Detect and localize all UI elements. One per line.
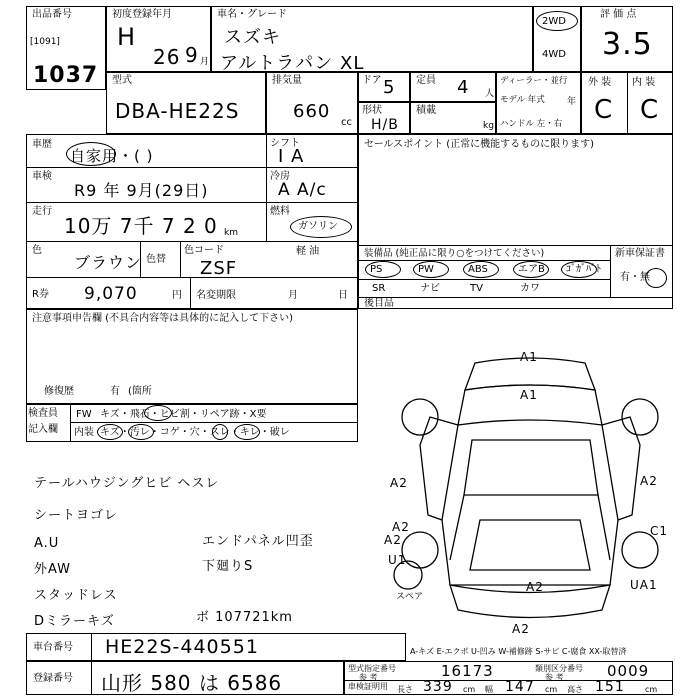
- fuel-gas: ガソリン: [298, 221, 338, 232]
- size-label: 車検証明用: [348, 682, 388, 691]
- mid-column-divider: [266, 134, 267, 241]
- mileage-value: 10万 7千 7 2 0: [64, 214, 218, 238]
- note-line-5: スタッドレス: [34, 588, 118, 603]
- int-scratch-circle: [97, 424, 123, 440]
- equip-circle-1: [365, 261, 401, 278]
- type-cert-sub: 参 考: [359, 673, 378, 682]
- chassis-value: HE22S-440551: [105, 636, 259, 658]
- maker-name: スズキ: [224, 27, 281, 48]
- reg-year: 26: [153, 45, 181, 69]
- color-label: 色: [32, 245, 42, 256]
- equip-item-row2-1: SR: [372, 283, 386, 294]
- shape-label: 形状: [362, 105, 382, 116]
- equip-circle-5: [561, 261, 597, 278]
- damage-mark-11: A2: [512, 622, 530, 636]
- color-code-label: 色コード: [184, 245, 224, 256]
- damage-mark-8: C1: [650, 524, 669, 538]
- repair-label: 修復歴: [44, 386, 74, 397]
- inspection-label: 車検: [32, 171, 52, 182]
- recycle-divider: [190, 277, 191, 309]
- shift-label: シフト: [270, 138, 300, 149]
- chassis-label: 車台番号: [33, 642, 73, 653]
- warranty-label: 新車保証書: [615, 248, 665, 259]
- color-divider-1: [140, 241, 141, 277]
- rule-inspection: [26, 202, 266, 203]
- damage-mark-6: A2: [384, 533, 402, 547]
- color-code-value: ZSF: [200, 258, 238, 279]
- shape-value: H/B: [371, 117, 399, 133]
- lot-code: [1091]: [30, 37, 60, 47]
- dealer-label: ディーラー・並行: [500, 76, 568, 86]
- note-line-4: 外AW: [34, 562, 72, 577]
- reg-month: 9: [185, 43, 199, 67]
- mileage-unit: km: [224, 228, 238, 238]
- equip-item-row2-3: TV: [470, 283, 483, 294]
- recycle-unit: 円: [172, 290, 182, 301]
- rule-equip-top: [358, 245, 673, 246]
- equip-circle-2: [413, 261, 449, 278]
- history-label: 車歴: [32, 139, 52, 150]
- first-reg-label: 初度登録年月: [112, 9, 172, 20]
- drive-2wd: 2WD: [542, 16, 566, 27]
- length-value: 339: [423, 679, 453, 695]
- handle-label: ハンドル 左・右: [500, 119, 563, 129]
- plate-cell: [26, 661, 344, 695]
- rating-cell: [581, 6, 673, 72]
- model-name: アルトラパン XL: [220, 53, 365, 74]
- recycle-label: R券: [32, 289, 49, 300]
- equip-item-row2-2: ナビ: [420, 283, 440, 294]
- spare-label: スペア: [396, 592, 424, 602]
- dealer-cell: [496, 72, 581, 134]
- int-value: C: [640, 95, 660, 125]
- door-cell: [358, 72, 410, 102]
- type-cert-value: 16173: [441, 662, 494, 680]
- class-value: 0009: [607, 662, 650, 680]
- center-note-3: ボ 107721km: [196, 610, 293, 625]
- load-label: 積載: [416, 105, 436, 116]
- equip-item-2: PW: [418, 264, 434, 275]
- first-registration-cell: [106, 6, 211, 72]
- lot-no-label: 出品番号: [32, 9, 72, 20]
- class-sub: 参 考: [545, 673, 564, 682]
- rule-mileage: [26, 241, 358, 242]
- rating-value: 3.5: [602, 27, 653, 62]
- damage-mark-3: A2: [390, 476, 408, 490]
- name-grade-label: 車名・グレード: [217, 9, 287, 20]
- damage-mark-1: A1: [520, 350, 538, 364]
- damage-mark-9: A2: [526, 580, 544, 594]
- int-hole-circle: [212, 424, 228, 440]
- fuel-label: 燃料: [270, 206, 290, 217]
- width-value: 147: [505, 679, 535, 695]
- ac-value: A A/c: [278, 180, 327, 200]
- reg-era: H: [117, 23, 137, 51]
- door-value: 5: [383, 77, 396, 98]
- fuel-light: 軽 油: [296, 246, 320, 257]
- note-line-1: テールハウジングヒビ ヘスレ: [34, 476, 220, 491]
- lot-number-cell: [26, 6, 106, 90]
- fw-items: キズ・飛石・ヒビ割・リペア跡・X要: [100, 409, 267, 420]
- inspector-divider: [70, 404, 71, 442]
- history-value: 自家用・( ): [70, 147, 154, 165]
- rule-history: [26, 167, 266, 168]
- int-dirt-circle: [128, 424, 154, 440]
- capacity-unit: 人: [485, 89, 495, 99]
- mileage-label: 走行: [32, 206, 52, 217]
- shape-cell: [358, 102, 410, 134]
- color-divider-2: [180, 241, 181, 277]
- model-type-cell: [106, 72, 266, 134]
- seat-label: 後目品: [364, 298, 394, 309]
- damage-mark-4: A2: [640, 474, 658, 488]
- inspector-label: 検査員: [28, 408, 58, 419]
- int-label: 内 装: [632, 77, 656, 88]
- displacement-label: 排気量: [272, 75, 302, 86]
- name-change-day: 日: [338, 290, 348, 301]
- fw-stone-circle: [144, 405, 172, 421]
- damage-mark-7: U1: [388, 553, 407, 567]
- height-label: 高さ: [567, 685, 583, 694]
- note-line-2: シートヨゴレ: [34, 508, 119, 523]
- interior-items: キズ・汚レ・コゲ・穴・スレ・キレ・破レ: [100, 427, 290, 438]
- ext-label: 外 装: [588, 77, 612, 88]
- note-line-6: Dミラーキズ: [34, 614, 115, 629]
- color-value: ブラウン: [74, 253, 143, 272]
- repair-where: (箇所: [128, 386, 152, 397]
- length-cm: cm: [463, 685, 476, 694]
- load-unit: kg: [483, 121, 494, 131]
- warranty-none-circle: [645, 268, 667, 288]
- ext-value: C: [594, 95, 614, 125]
- rule-equip-bottom: [358, 297, 673, 298]
- capacity-label: 定員: [416, 75, 436, 86]
- capacity-cell: [410, 72, 496, 102]
- type-cert-cell: [344, 661, 673, 695]
- rule-color: [26, 277, 358, 278]
- door-label: ドア: [362, 75, 382, 86]
- rule-shift: [266, 167, 358, 168]
- displacement-unit: cc: [341, 117, 352, 128]
- width-cm: cm: [545, 685, 558, 694]
- shift-value: I A: [278, 146, 305, 167]
- sales-point-label: セールスポイント (正常に機能するものに限ります): [364, 139, 595, 150]
- width-label: 幅: [485, 685, 493, 694]
- height-value: 151: [595, 679, 625, 695]
- plate-divider: [91, 662, 92, 694]
- chassis-cell: [26, 633, 406, 661]
- interior-label: 内装: [74, 427, 94, 438]
- rating-label: 評 価 点: [600, 9, 637, 20]
- damage-mark-5: A2: [392, 520, 410, 534]
- reg-month-unit: 月: [200, 57, 210, 67]
- equip-circle-3: [463, 261, 499, 278]
- model-type-label: 型式: [112, 75, 132, 86]
- inspection-value: R9 年 9月(29日): [74, 181, 209, 200]
- int-rub-circle: [234, 424, 260, 440]
- damage-mark-10: UA1: [630, 578, 658, 592]
- name-change-label: 名変期限: [196, 290, 236, 301]
- plate-value: 山形 580 は 6586: [101, 671, 283, 695]
- equip-label: 装備品 (純正品に限り○をつけてください): [364, 248, 545, 259]
- ext-int-cell: [581, 72, 673, 134]
- plate-label: 登録番号: [33, 673, 73, 684]
- drive-4wd: 4WD: [542, 49, 566, 60]
- load-cell: [410, 102, 496, 134]
- equip-item-row2-4: カワ: [520, 283, 540, 294]
- displacement-cell: [266, 72, 358, 134]
- damage-mark-2: A1: [520, 388, 538, 402]
- recycle-value: 9,070: [84, 284, 138, 304]
- type-cert-label: 型式指定番号: [348, 664, 396, 673]
- class-label: 類別区分番号: [535, 664, 583, 673]
- damage-legend: A-キズ E-エクボ U-凹み W-補修跡 S-サビ C-腐食 XX-取替済: [410, 647, 627, 656]
- lot-number: 1037: [33, 63, 99, 88]
- model-type-value: DBA-HE22S: [115, 99, 240, 123]
- entry-label: 記入欄: [28, 424, 58, 435]
- rule-fw: [70, 422, 358, 423]
- length-label: 長さ: [397, 685, 413, 694]
- ac-label: 冷房: [270, 171, 290, 182]
- name-change-month: 月: [288, 290, 298, 301]
- year-unit: 年: [567, 97, 577, 107]
- caution-label: 注意事項申告欄 (不具合内容等は具体的に記入して下さい): [32, 313, 293, 324]
- center-note-2: 下廻りS: [202, 559, 254, 574]
- model-year-label: モデル 年式: [500, 95, 545, 105]
- equip-item-5: ｺﾞｶﾞﾊﾟﾄ: [566, 264, 601, 275]
- note-line-3: A.U: [34, 536, 60, 551]
- equip-item-1: PS: [370, 264, 383, 275]
- repair-yes: 有: [110, 386, 120, 397]
- name-grade-cell: [211, 6, 533, 72]
- ext-int-divider: [627, 73, 628, 133]
- rule-equip-mid2: [358, 279, 610, 280]
- equip-item-3: ABS: [468, 264, 488, 275]
- height-cm: cm: [645, 685, 658, 694]
- displacement-value: 660: [293, 101, 331, 122]
- center-note-1: エンドパネル凹歪: [202, 534, 314, 549]
- equip-circle-4: [513, 261, 549, 278]
- color-change-label: 色替: [146, 254, 166, 265]
- equip-item-4: エアB: [518, 264, 545, 275]
- warranty-divider: [610, 245, 611, 297]
- rule-ac: [266, 202, 358, 203]
- drive-cell: [533, 6, 581, 72]
- warranty-value: 有・無: [620, 272, 650, 283]
- chassis-divider: [91, 634, 92, 660]
- fw-label: FW: [76, 409, 92, 420]
- capacity-value: 4: [457, 77, 470, 98]
